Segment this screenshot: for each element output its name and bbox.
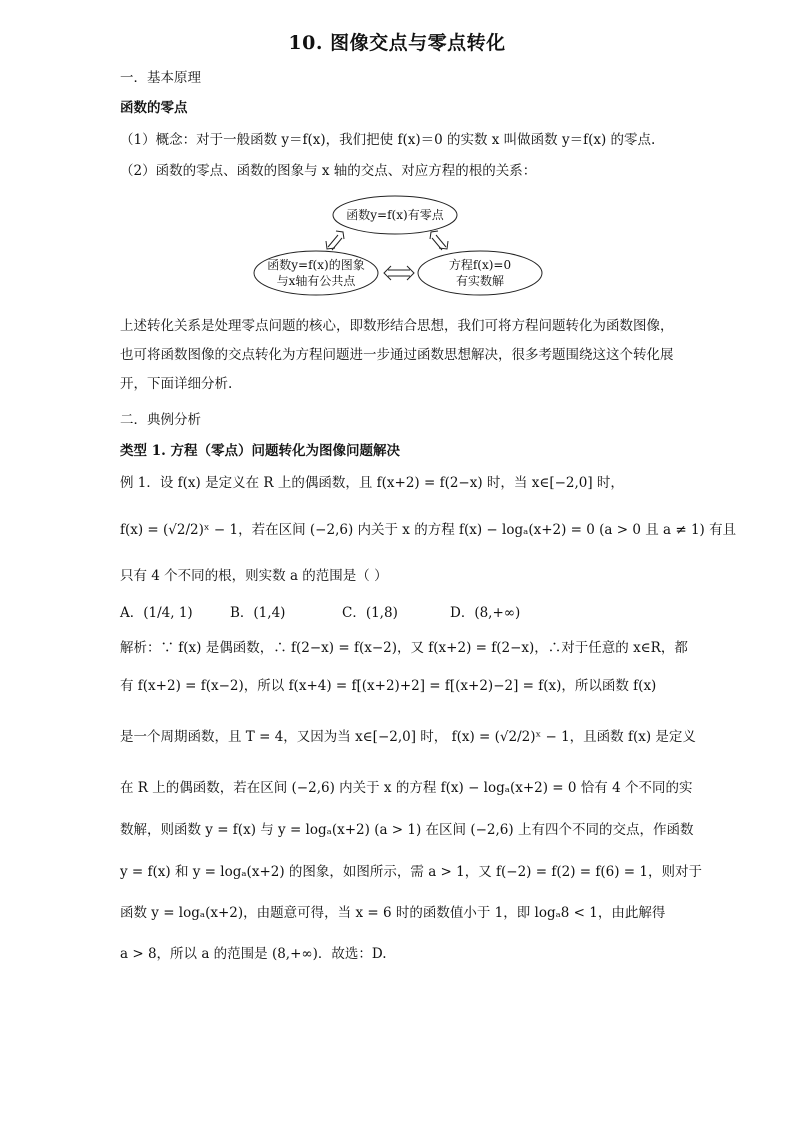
solution-line-1: 解析：∵ f(x) 是偶函数，∴ f(2−x) = f(x−2)，又 f(x+2) = f(2−x)，∴对于任意的 x∈R，都 xyxy=(120,640,688,656)
section-heading-basics: 一．基本原理 xyxy=(120,70,201,86)
example1-line1: 例 1．设 f(x) 是定义在 R 上的偶函数，且 f(x+2) = f(2−x) 时，当 x∈[−2,0] 时， xyxy=(120,475,624,491)
subheading-zero-point: 函数的零点 xyxy=(120,100,188,116)
solution-line-2: 有 f(x+2) = f(x−2)，所以 f(x+4) = f[(x+2)+2] = f[(x+2)−2] = f(x)，所以函数 f(x) xyxy=(120,678,657,694)
ellipse-top-label: 函数y=f(x)有零点 xyxy=(346,208,444,222)
ellipse-right-label-1: 方程f(x)=0 xyxy=(448,258,512,272)
ellipse-left-label-2: 与x轴有公共点 xyxy=(276,274,356,288)
page-title: 10. 图像交点与零点转化 xyxy=(288,32,506,54)
double-arrow-right-icon xyxy=(430,231,448,250)
ellipse-left-label-1: 函数y=f(x)的图象 xyxy=(267,258,365,272)
solution-line-7: 函数 y = logₐ(x+2)，由题意可得，当 x = 6 时的函数值小于 1，即 logₐ8 < 1，由此解得 xyxy=(120,905,666,921)
summary-paragraph: 上述转化关系是处理零点问题的核心，即数形结合思想，我们可将方程问题转化为函数图像，也可将函数图像的交点转化为方程问题进一步通过函数思想解决，很多考题围绕这这个转化展开，下面详细分析. xyxy=(120,318,674,392)
option-a: A．(1/4, 1) xyxy=(120,605,193,621)
solution-line-3: 是一个周期函数，且 T = 4，又因为当 x∈[−2,0] 时， f(x) = (√2/2)ˣ − 1，且函数 f(x) 是定义 xyxy=(120,729,696,745)
double-arrow-left-icon xyxy=(326,231,344,250)
example1-line3: 只有 4 个不同的根，则实数 a 的范围是（ ） xyxy=(120,568,388,584)
section-heading-examples: 二．典例分析 xyxy=(120,412,201,428)
double-arrow-horizontal-icon xyxy=(384,266,414,280)
option-b: B．(1,4) xyxy=(230,605,286,621)
solution-line-6: y = f(x) 和 y = logₐ(x+2) 的图象，如图所示，需 a > 1，又 f(−2) = f(2) = f(6) = 1，则对于 xyxy=(120,864,702,880)
concept-line: （1）概念：对于一般函数 y＝f(x)，我们把使 f(x)＝0 的实数 x 叫做函数 y＝f(x) 的零点. xyxy=(120,132,656,148)
option-d: D．(8,+∞) xyxy=(450,605,521,621)
example1-line2: f(x) = (√2/2)ˣ − 1，若在区间 (−2,6) 内关于 x 的方程 f(x) − logₐ(x+2) = 0 (a > 0 且 a ≠ 1) 有且 xyxy=(120,522,737,538)
solution-line-4: 在 R 上的偶函数，若在区间 (−2,6) 内关于 x 的方程 f(x) − logₐ(x+2) = 0 恰有 4 个不同的实 xyxy=(120,780,693,796)
type1-heading: 类型 1. 方程（零点）问题转化为图像问题解决 xyxy=(120,443,400,459)
solution-line-8: a > 8，所以 a 的范围是 (8,+∞)．故选：D. xyxy=(120,946,387,962)
ellipse-right-label-2: 有实数解 xyxy=(455,274,505,288)
solution-line-5: 数解，则函数 y = f(x) 与 y = logₐ(x+2) (a > 1) 在区间 (−2,6) 上有四个不同的交点，作函数 xyxy=(120,822,694,838)
relation-diagram xyxy=(250,193,550,303)
option-c: C．(1,8) xyxy=(342,605,398,621)
relation-line: （2）函数的零点、函数的图象与 x 轴的交点、对应方程的根的关系： xyxy=(120,163,537,179)
